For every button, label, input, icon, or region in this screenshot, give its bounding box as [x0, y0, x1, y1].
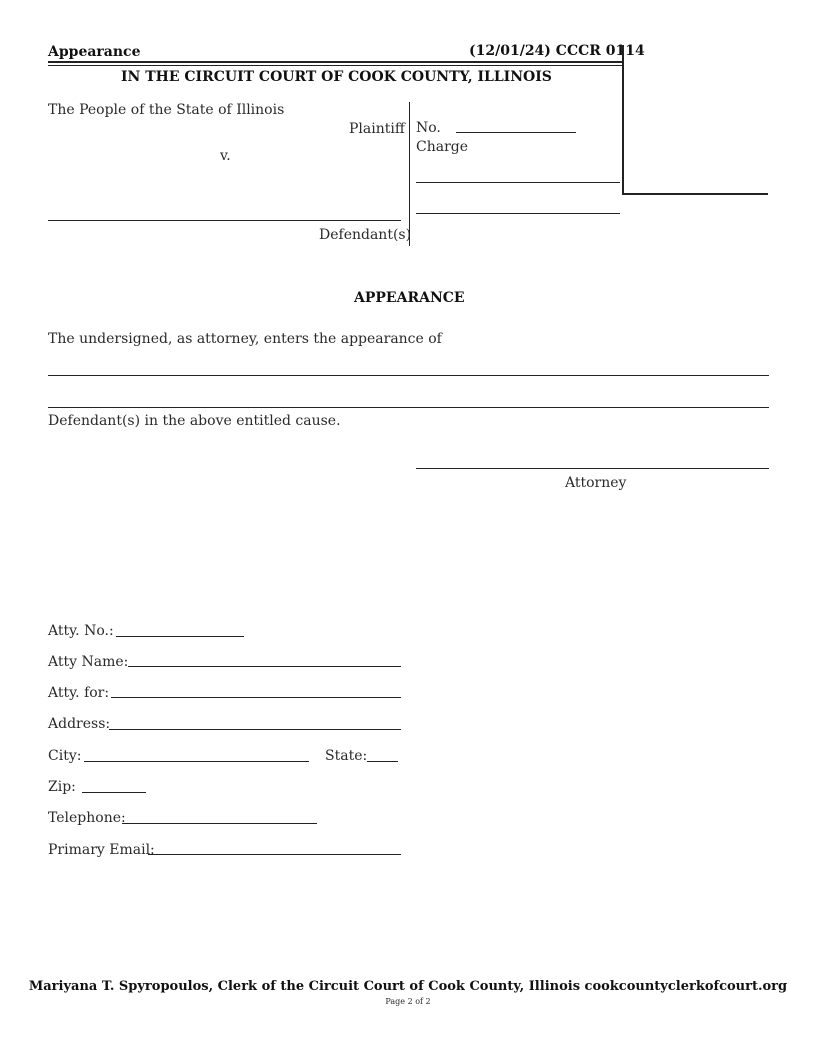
- email-field[interactable]: [148, 854, 401, 855]
- address-label: Address:: [48, 716, 111, 732]
- plaintiff-label: Plaintiff: [349, 121, 405, 137]
- atty-name-field[interactable]: [128, 666, 401, 667]
- plaintiff-name: The People of the State of Illinois: [48, 102, 285, 118]
- city-label: City:: [48, 748, 82, 764]
- header-rule-top: [48, 61, 622, 63]
- state-label: State:: [325, 748, 368, 764]
- versus-label: v.: [220, 148, 231, 164]
- attorney-signature-line[interactable]: [416, 468, 769, 469]
- header-rule-bottom: [48, 65, 622, 66]
- page-number: Page 2 of 2: [385, 997, 431, 1006]
- caption-divider: [409, 102, 410, 246]
- defendant-entry-line-1[interactable]: [48, 375, 769, 376]
- defendant-cause-text: Defendant(s) in the above entitled cause.: [48, 413, 341, 429]
- case-no-field[interactable]: [456, 132, 576, 133]
- form-code: (12/01/24) CCCR 0114: [469, 43, 645, 59]
- atty-no-field[interactable]: [116, 636, 244, 637]
- case-no-label: No.: [416, 120, 441, 136]
- defendant-label: Defendant(s): [319, 227, 412, 243]
- intro-text: The undersigned, as attorney, enters the appearance of: [48, 331, 442, 347]
- defendant-entry-line-2[interactable]: [48, 407, 769, 408]
- city-field[interactable]: [84, 761, 309, 762]
- court-title: IN THE CIRCUIT COURT OF COOK COUNTY, ILLINOIS: [121, 69, 552, 85]
- state-field[interactable]: [367, 761, 398, 762]
- atty-name-label: Atty Name:: [48, 654, 129, 670]
- telephone-label: Telephone:: [48, 810, 126, 826]
- bracket-horizontal: [622, 193, 768, 195]
- attorney-signature-label: Attorney: [565, 475, 627, 491]
- charge-label: Charge: [416, 139, 469, 155]
- address-field[interactable]: [109, 729, 401, 730]
- zip-label: Zip:: [48, 779, 76, 795]
- charge-field-2[interactable]: [416, 213, 620, 214]
- clerk-footer: Mariyana T. Spyropoulos, Clerk of the Circuit Court of Cook County, Illinois cookcountyclerkofcourt.org: [28, 979, 788, 994]
- document-title: APPEARANCE: [354, 290, 465, 306]
- charge-field-1[interactable]: [416, 182, 620, 183]
- form-name: Appearance: [48, 44, 141, 60]
- atty-for-label: Atty. for:: [48, 685, 110, 701]
- telephone-field[interactable]: [122, 823, 317, 824]
- email-label: Primary Email:: [48, 842, 155, 858]
- atty-for-field[interactable]: [111, 697, 401, 698]
- zip-field[interactable]: [82, 792, 146, 793]
- defendant-name-line[interactable]: [48, 220, 401, 221]
- bracket-vertical: [622, 45, 624, 194]
- atty-no-label: Atty. No.:: [48, 623, 114, 639]
